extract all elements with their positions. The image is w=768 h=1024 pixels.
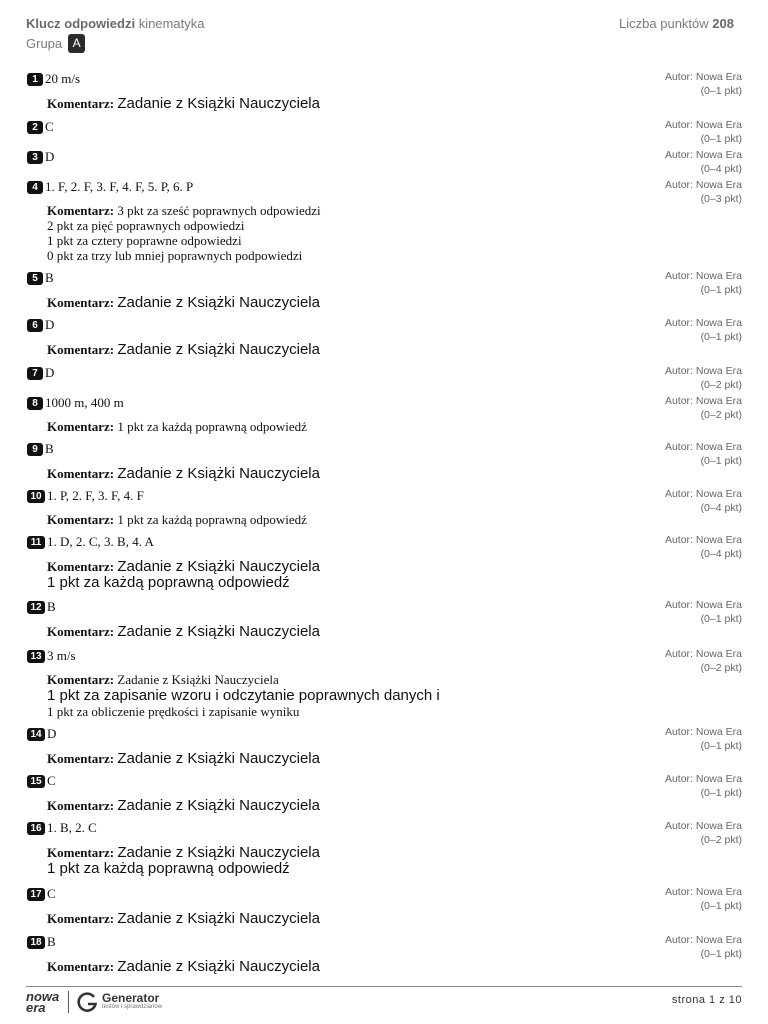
answer-text: 1. P, 2. F, 3. F, 4. F [47, 488, 144, 503]
comment-line [47, 751, 320, 766]
answer-item [27, 772, 742, 814]
title-subject: kinematyka [138, 16, 205, 31]
comment-block [47, 959, 320, 974]
answer-text: D [47, 726, 57, 741]
item-meta [665, 885, 742, 913]
points-range: (0–1 pkt) [700, 948, 742, 960]
answer-text: B [47, 599, 56, 614]
question-number-badge: 17 [27, 888, 45, 901]
comment-line: 1 pkt za cztery poprawne odpowiedzi [47, 233, 242, 248]
author-text: Autor: Nowa Era [664, 886, 742, 898]
comment-block [47, 342, 320, 357]
comment-line: 0 pkt za trzy lub mniej poprawnych podpowiedzi [47, 248, 303, 263]
answer-item [27, 364, 742, 391]
item-meta [665, 819, 742, 847]
document-header [26, 16, 742, 56]
comment-block [47, 466, 320, 481]
question-number-badge: 2 [27, 121, 43, 134]
answer-text: D [45, 317, 55, 332]
author-text: Autor: Nowa Era [664, 270, 742, 282]
comment-text: Zadanie z Książki Nauczyciela [117, 95, 320, 112]
answer-item [27, 487, 742, 527]
comment-block [47, 512, 307, 527]
answer-item [27, 885, 742, 927]
question-number-badge: 16 [27, 822, 45, 835]
points-range: (0–2 pkt) [700, 409, 742, 421]
answer-text: 1. B, 2. C [47, 820, 97, 835]
comment-line [47, 798, 320, 813]
answer-item [27, 118, 742, 145]
author-text: Autor: Nowa Era [664, 179, 742, 191]
answer-text: 1000 m, 400 m [45, 395, 124, 410]
comment-text: Zadanie z Książki Nauczyciela [117, 797, 320, 814]
answer-text: D [45, 149, 55, 164]
comment-line [47, 845, 320, 860]
comment-line: 2 pkt za pięć poprawnych odpowiedzi [47, 218, 245, 233]
points-range: (0–2 pkt) [700, 834, 742, 846]
question-number-badge: 7 [27, 367, 43, 380]
item-meta [665, 118, 742, 146]
comment-block [47, 624, 320, 639]
points-range: (0–1 pkt) [700, 787, 742, 799]
comment-line [47, 342, 320, 357]
answer-item [27, 178, 742, 263]
question-number-badge: 8 [27, 397, 43, 410]
question-number-badge: 1 [27, 73, 43, 86]
comment-text: Zadanie z Książki Nauczyciela [117, 958, 320, 975]
answer-item [27, 819, 742, 877]
comment-label: Komentarz: [47, 342, 115, 357]
author-text: Autor: Nowa Era [664, 599, 742, 611]
answer-text: B [45, 441, 54, 456]
comment-block [47, 751, 320, 766]
comment-label: Komentarz: [47, 845, 115, 860]
points-range: (0–4 pkt) [700, 548, 742, 560]
points-range: (0–1 pkt) [700, 85, 742, 97]
comment-text: Zadanie z Książki Nauczyciela [117, 672, 279, 687]
points-value: 208 [712, 16, 734, 31]
comment-line [47, 512, 307, 527]
comment-label: Komentarz: [47, 751, 115, 766]
comment-line [47, 911, 320, 926]
group-badge: A [68, 34, 85, 53]
comment-text: Zadanie z Książki Nauczyciela [117, 465, 320, 482]
comment-text: Zadanie z Książki Nauczyciela [117, 623, 320, 640]
comment-line: 1 pkt za zapisanie wzoru i odczytanie poprawnych danych i [47, 687, 440, 704]
answer-text: C [47, 886, 56, 901]
question-number-badge: 10 [27, 490, 45, 503]
answer-item [27, 148, 742, 175]
comment-label: Komentarz: [47, 203, 115, 218]
author-text: Autor: Nowa Era [664, 317, 742, 329]
comment-block [47, 419, 307, 434]
points-range: (0–4 pkt) [700, 163, 742, 175]
answer-text: 1. D, 2. C, 3. B, 4. A [47, 534, 154, 549]
comment-line [47, 419, 307, 434]
points-range: (0–1 pkt) [700, 455, 742, 467]
total-points [619, 16, 734, 31]
question-number-badge: 14 [27, 728, 45, 741]
points-range: (0–4 pkt) [700, 502, 742, 514]
points-range: (0–1 pkt) [700, 740, 742, 752]
group-indicator [26, 34, 85, 53]
answer-text: 20 m/s [45, 71, 81, 86]
comment-label: Komentarz: [47, 624, 115, 639]
question-number-badge: 15 [27, 775, 45, 788]
comment-line [47, 203, 321, 218]
comment-block [47, 96, 320, 111]
author-text: Autor: Nowa Era [664, 119, 742, 131]
question-number-badge: 12 [27, 601, 45, 614]
comment-block [47, 295, 320, 310]
answer-item [27, 316, 742, 358]
item-meta [665, 647, 742, 675]
points-range: (0–1 pkt) [700, 133, 742, 145]
comment-label: Komentarz: [47, 512, 115, 527]
item-meta [665, 440, 742, 468]
page-number: strona 1 z 10 [671, 994, 742, 1006]
item-meta [665, 364, 742, 392]
comment-line [47, 96, 320, 111]
answer-item [27, 647, 742, 719]
comment-line [47, 295, 320, 310]
comment-block [47, 798, 320, 813]
document-title [26, 16, 204, 31]
item-meta [665, 148, 742, 176]
comment-label: Komentarz: [47, 959, 115, 974]
generator-logo-text: Generator [102, 991, 160, 1005]
item-meta [665, 178, 742, 206]
comment-text: 1 pkt za każdą poprawną odpowiedź [117, 419, 307, 434]
answer-item [27, 394, 742, 434]
item-meta [665, 933, 742, 961]
answer-item [27, 70, 742, 112]
comment-label: Komentarz: [47, 559, 115, 574]
comment-line: 1 pkt za każdą poprawną odpowiedź [47, 574, 290, 591]
page-footer [26, 986, 742, 1017]
comment-text: 3 pkt za sześć poprawnych odpowiedzi [117, 203, 321, 218]
comment-label: Komentarz: [47, 672, 115, 687]
comment-line [47, 959, 320, 974]
group-label: Grupa [26, 36, 63, 51]
footer-divider [68, 991, 69, 1013]
item-meta [665, 598, 742, 626]
comment-line [47, 624, 320, 639]
points-label: Liczba punktów [619, 16, 709, 31]
comment-block [47, 911, 320, 926]
comment-text: Zadanie z Książki Nauczyciela [117, 558, 320, 575]
points-range: (0–2 pkt) [700, 662, 742, 674]
item-meta [665, 269, 742, 297]
answer-item [27, 598, 742, 640]
answer-text: 1. F, 2. F, 3. F, 4. F, 5. P, 6. P [45, 179, 194, 194]
title-bold: Klucz odpowiedzi [26, 16, 136, 31]
answer-text: B [47, 934, 56, 949]
question-number-badge: 3 [27, 151, 43, 164]
answer-item [27, 725, 742, 767]
comment-line [47, 559, 320, 574]
comment-text: Zadanie z Książki Nauczyciela [117, 844, 320, 861]
comment-label: Komentarz: [47, 419, 115, 434]
comment-line: 1 pkt za obliczenie prędkości i zapisanie wyniku [47, 704, 300, 719]
author-text: Autor: Nowa Era [664, 648, 742, 660]
author-text: Autor: Nowa Era [664, 441, 742, 453]
nowa-era-logo: nowa era [26, 989, 60, 1015]
item-meta [665, 725, 742, 753]
author-text: Autor: Nowa Era [664, 726, 742, 738]
comment-label: Komentarz: [47, 466, 115, 481]
author-text: Autor: Nowa Era [664, 773, 742, 785]
points-range: (0–2 pkt) [700, 379, 742, 391]
comment-line [47, 466, 320, 481]
answer-item [27, 533, 742, 591]
author-text: Autor: Nowa Era [664, 149, 742, 161]
points-range: (0–1 pkt) [700, 331, 742, 343]
question-number-badge: 11 [27, 536, 45, 549]
comment-text: Zadanie z Książki Nauczyciela [117, 910, 320, 927]
generator-logo-icon [76, 991, 98, 1013]
question-number-badge: 5 [27, 272, 43, 285]
comment-block [47, 559, 320, 591]
item-meta [665, 772, 742, 800]
points-range: (0–1 pkt) [700, 613, 742, 625]
comment-label: Komentarz: [47, 798, 115, 813]
answer-text: 3 m/s [47, 648, 76, 663]
author-text: Autor: Nowa Era [664, 934, 742, 946]
comment-text: Zadanie z Książki Nauczyciela [117, 341, 320, 358]
comment-line [47, 672, 440, 687]
comment-text: Zadanie z Książki Nauczyciela [117, 294, 320, 311]
question-number-badge: 13 [27, 650, 45, 663]
answer-text: B [45, 270, 54, 285]
author-text: Autor: Nowa Era [664, 534, 742, 546]
points-range: (0–1 pkt) [700, 284, 742, 296]
answer-text: C [47, 773, 56, 788]
comment-text: 1 pkt za każdą poprawną odpowiedź [117, 512, 307, 527]
item-meta [665, 487, 742, 515]
points-range: (0–1 pkt) [700, 900, 742, 912]
comment-label: Komentarz: [47, 96, 115, 111]
author-text: Autor: Nowa Era [664, 488, 742, 500]
comment-text: Zadanie z Książki Nauczyciela [117, 750, 320, 767]
question-number-badge: 9 [27, 443, 43, 456]
author-text: Autor: Nowa Era [664, 820, 742, 832]
author-text: Autor: Nowa Era [664, 395, 742, 407]
question-number-badge: 6 [27, 319, 43, 332]
item-meta [665, 70, 742, 98]
answer-text: D [45, 365, 55, 380]
question-number-badge: 18 [27, 936, 45, 949]
item-meta [665, 533, 742, 561]
answer-item [27, 440, 742, 482]
comment-line: 1 pkt za każdą poprawną odpowiedź [47, 860, 290, 877]
generator-logo-subtitle: testów i sprawdzianów [102, 1004, 163, 1010]
author-text: Autor: Nowa Era [664, 365, 742, 377]
answer-text: C [45, 119, 54, 134]
comment-block [47, 672, 440, 719]
comment-block [47, 203, 321, 263]
points-range: (0–3 pkt) [700, 193, 742, 205]
answer-item [27, 933, 742, 975]
item-meta [665, 316, 742, 344]
author-text: Autor: Nowa Era [664, 71, 742, 83]
question-number-badge: 4 [27, 181, 43, 194]
comment-label: Komentarz: [47, 295, 115, 310]
comment-label: Komentarz: [47, 911, 115, 926]
comment-block [47, 845, 320, 877]
answer-item [27, 269, 742, 311]
item-meta [665, 394, 742, 422]
